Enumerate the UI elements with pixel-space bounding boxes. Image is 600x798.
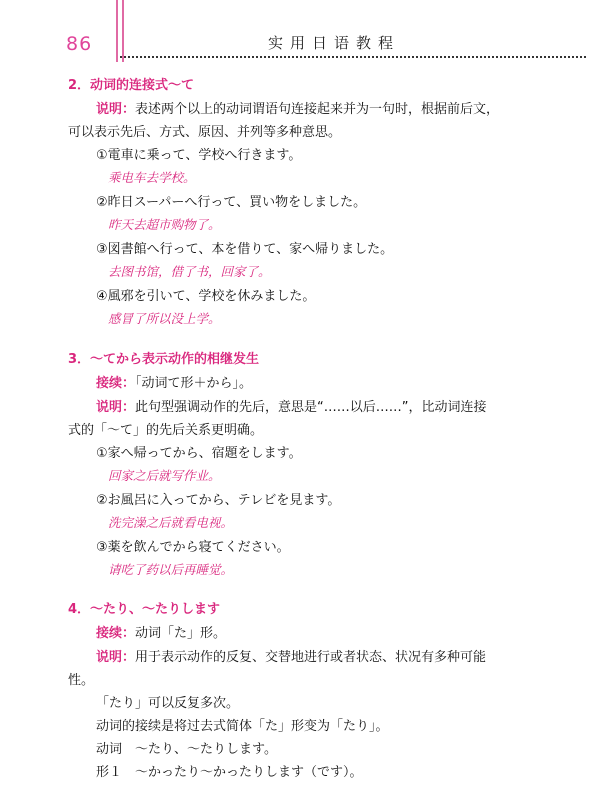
explanation-text: 表述两个以上的动词谓语句连接起来并为一句时，根据前后文， xyxy=(135,102,500,117)
section-heading: 3．〜てから表示动作的相继发生 xyxy=(68,352,260,367)
connection-label: 接续： xyxy=(96,626,136,641)
example-translation: 去图书馆，借了书，回家了。 xyxy=(108,264,271,279)
explanation-line xyxy=(96,646,486,665)
body-line: 动词 〜たり、〜たりします。 xyxy=(96,742,277,757)
header-margin-line-right xyxy=(122,0,124,62)
explanation-text: 此句型强调动作的先后，意思是“……以后……”，比动词连接 xyxy=(135,400,487,415)
section-heading: 2．动词的连接式〜て xyxy=(68,78,195,93)
example-translation: 洗完澡之后就看电视。 xyxy=(108,515,234,530)
example-japanese: ①電車に乗って、学校へ行きます。 xyxy=(96,148,302,163)
header-margin-line-left xyxy=(116,0,118,62)
example-japanese: ②お風呂に入ってから、テレビを見ます。 xyxy=(96,493,341,508)
body-line: 形１ 〜かったり〜かったりします（です）。 xyxy=(96,765,363,780)
example-translation: 乘电车去学校。 xyxy=(108,170,196,185)
explanation-label: 说明： xyxy=(96,102,136,117)
body-line: 动词的接续是将过去式简体「た」形变为「たり」。 xyxy=(96,719,389,734)
connection-line xyxy=(96,372,252,391)
example-translation: 昨天去超市购物了。 xyxy=(108,217,221,232)
connection-label: 接续： xyxy=(96,376,136,391)
page-number: 86 xyxy=(66,33,93,55)
connection-text: 动词「た」形。 xyxy=(135,626,227,641)
example-translation: 感冒了所以没上学。 xyxy=(108,311,221,326)
explanation-text: 用于表示动作的反复、交替地进行或者状态、状况有多种可能 xyxy=(135,650,487,665)
example-japanese: ③薬を飲んでから寝てください。 xyxy=(96,540,290,555)
example-japanese: ④風邪を引いて、学校を休みました。 xyxy=(96,289,316,304)
explanation-label: 说明： xyxy=(96,400,136,415)
explanation-line xyxy=(96,396,487,415)
example-translation: 请吃了药以后再睡觉。 xyxy=(108,562,234,577)
body-line: 「たり」可以反复多次。 xyxy=(96,696,240,711)
explanation-line: 式的「〜て」的先后关系更明确。 xyxy=(68,423,264,438)
example-translation: 回家之后就写作业。 xyxy=(108,468,221,483)
header-dotted-rule xyxy=(120,56,586,58)
explanation-line xyxy=(96,98,499,117)
explanation-line: 性。 xyxy=(68,673,95,688)
example-japanese: ②昨日スーパーへ行って、買い物をしました。 xyxy=(96,195,367,210)
explanation-label: 说明： xyxy=(96,650,136,665)
section-heading: 4．〜たり、〜たりします xyxy=(68,602,221,617)
book-title: 实用日语教程 xyxy=(268,34,401,52)
example-japanese: ①家へ帰ってから、宿題をします。 xyxy=(96,446,302,461)
connection-line xyxy=(96,622,226,641)
connection-text: 「动词て形＋から」。 xyxy=(135,376,253,391)
explanation-line: 可以表示先后、方式、原因、并列等多种意思。 xyxy=(68,125,342,140)
example-japanese: ③図書館へ行って、本を借りて、家へ帰りました。 xyxy=(96,242,394,257)
